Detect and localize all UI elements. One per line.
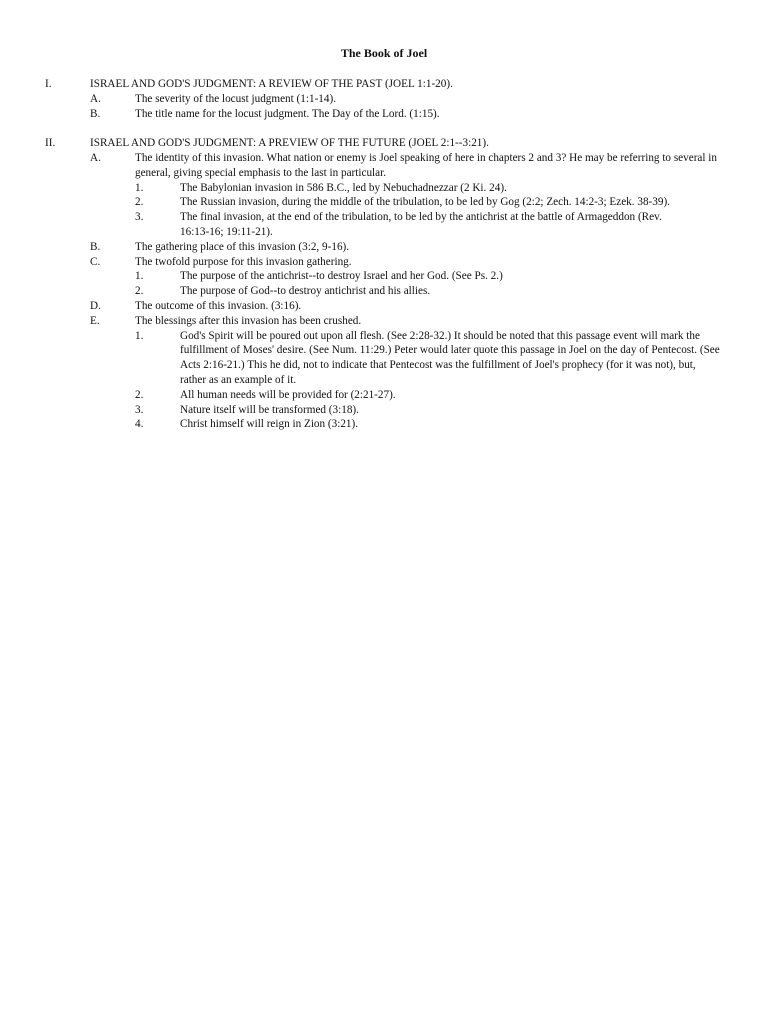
section-2	[0, 136, 768, 432]
subitem-text: The Russian invasion, during the middle of the tribulation, to be led by Gog (2:2; Zech. 14:2-3; Ezek. 38-39).	[180, 196, 670, 209]
subitem-number: 4.	[135, 418, 144, 431]
subitem-number: 2.	[135, 388, 144, 401]
item-letter: E.	[90, 314, 100, 327]
item-text: The title name for the locust judgment. The Day of the Lord. (1:15).	[135, 107, 440, 120]
outline	[0, 77, 768, 447]
subitem-text: The purpose of the antichrist--to destroy Israel and her God. (See Ps. 2.)	[180, 270, 503, 283]
section-heading-text: ISRAEL AND GOD'S JUDGMENT: A REVIEW OF THE PAST (JOEL 1:1-20).	[90, 78, 453, 90]
section-number: II.	[45, 137, 56, 150]
subitem-number: 1.	[135, 329, 144, 342]
subitem-text: The final invasion, at the end of the tribulation, to be led by the antichrist at the battle of Armageddon (Rev. 16:13-16; 19:11-21).	[180, 211, 662, 238]
outline-subitem	[0, 329, 768, 388]
subitem-number: 2.	[135, 196, 144, 209]
item-letter: D.	[90, 299, 101, 312]
outline-subitem	[0, 195, 768, 210]
section-1	[0, 77, 768, 121]
item-text: The blessings after this invasion has been crushed.	[135, 314, 362, 327]
subitem-number: 3.	[135, 211, 144, 224]
outline-subitem	[0, 181, 768, 196]
subitem-number: 2.	[135, 285, 144, 298]
outline-item	[0, 299, 768, 314]
subitem-number: 1.	[135, 181, 144, 194]
subitem-number: 1.	[135, 270, 144, 283]
item-text: The outcome of this invasion. (3:16).	[135, 299, 302, 312]
subitem-text: Nature itself will be transformed (3:18).	[180, 403, 359, 416]
item-text: The identity of this invasion. What nation or enemy is Joel speaking of here in chapters 2 and 3? He may be referring to several in general, giving special emphasis to the last in particular.	[135, 151, 717, 179]
subitem-text: The Babylonian invasion in 586 B.C., led by Nebuchadnezzar (2 Ki. 24).	[180, 181, 507, 194]
outline-subitem	[0, 403, 768, 418]
outline-item	[0, 151, 768, 181]
section-heading	[0, 136, 768, 151]
subitem-number: 3.	[135, 403, 144, 416]
item-letter: C.	[90, 255, 101, 268]
subitem-text: Christ himself will reign in Zion (3:21).	[180, 418, 359, 431]
outline-subitem	[0, 210, 768, 240]
section-heading-text: ISRAEL AND GOD'S JUDGMENT: A PREVIEW OF THE FUTURE (JOEL 2:1--3:21).	[90, 137, 489, 150]
subitem-text: All human needs will be provided for (2:21-27).	[180, 388, 396, 401]
outline-item	[0, 92, 768, 107]
outline-item	[0, 255, 768, 270]
outline-subitem	[0, 284, 768, 299]
outline-subitem	[0, 417, 768, 432]
outline-item	[0, 107, 768, 122]
subitem-text: The purpose of God--to destroy antichrist and his allies.	[180, 285, 431, 298]
item-text: The gathering place of this invasion (3:2, 9-16).	[135, 240, 350, 253]
outline-subitem	[0, 269, 768, 284]
outline-item	[0, 240, 768, 255]
section-number: I.	[45, 78, 52, 90]
outline-subitem	[0, 388, 768, 403]
page-title: The Book of Joel	[340, 46, 428, 60]
item-text: The twofold purpose for this invasion gathering.	[135, 255, 352, 268]
item-letter: B.	[90, 240, 101, 253]
outline-item	[0, 314, 768, 329]
item-text: The severity of the locust judgment (1:1-14).	[135, 92, 337, 105]
section-heading	[0, 77, 768, 92]
subitem-text: God's Spirit will be poured out upon all flesh. (See 2:28-32.) It should be noted that this passage event will mark the fulfillment of Moses' desire. (See Num. 11:29.) Peter would later quote this passage in Joel on the day of Pentecost. (See Acts 2:16-21.) This he did, not to indicate that Pentecost was the fulfillment of Joel's prophecy (for it was not), but, rather as an example of it.	[180, 329, 720, 386]
item-letter: B.	[90, 107, 101, 120]
item-letter: A.	[90, 92, 101, 105]
item-letter: A.	[90, 151, 101, 164]
